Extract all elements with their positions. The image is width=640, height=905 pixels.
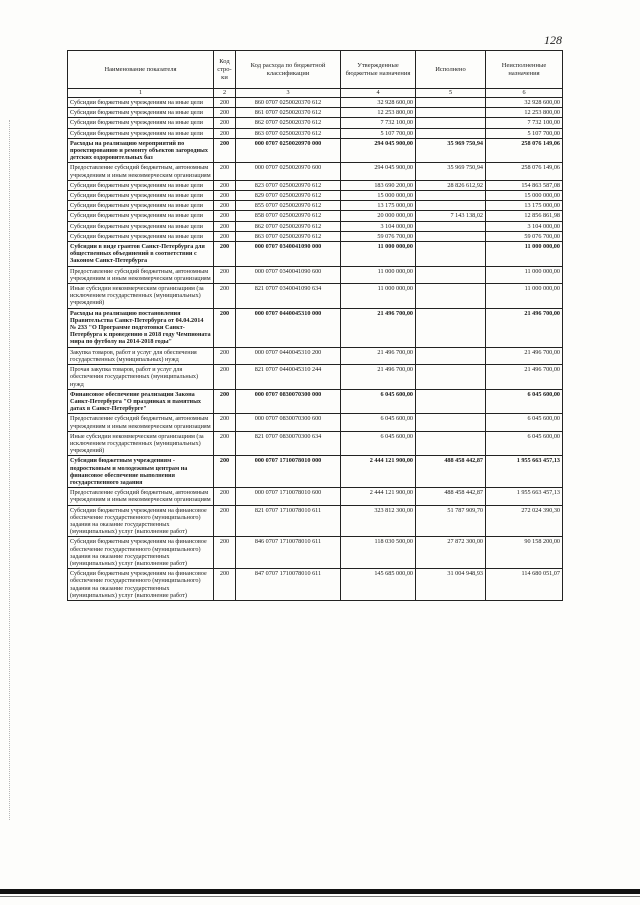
table-row: [68, 266, 563, 283]
row-executed: [416, 108, 486, 118]
column-numbers-row: [68, 89, 563, 98]
row-executed: 488 458 442,87: [416, 488, 486, 505]
row-name: Предоставление субсидий бюджетным, автономным учреждениям и иным некоммерческим организациям: [68, 488, 214, 505]
column-number: 6: [486, 89, 563, 98]
row-line-code: 200: [214, 128, 236, 138]
row-executed: 51 787 909,70: [416, 505, 486, 537]
table-row: [68, 284, 563, 309]
row-line-code: 200: [214, 365, 236, 390]
row-executed: 488 458 442,87: [416, 456, 486, 488]
row-line-code: 200: [214, 108, 236, 118]
table-row: [68, 569, 563, 601]
row-line-code: 200: [214, 537, 236, 569]
row-unexecuted: 13 175 000,00: [486, 201, 563, 211]
row-unexecuted: 114 680 051,07: [486, 569, 563, 601]
row-approved: 2 444 121 900,00: [341, 488, 416, 505]
row-name: Субсидии бюджетным учреждениям на иные цели: [68, 180, 214, 190]
row-executed: 35 969 750,94: [416, 138, 486, 163]
row-line-code: 200: [214, 266, 236, 283]
column-number: 4: [341, 89, 416, 98]
row-unexecuted: 21 496 700,00: [486, 365, 563, 390]
row-budget-code: 000 0707 0440045310 000: [236, 308, 341, 347]
row-budget-code: 000 0707 0830070300 600: [236, 414, 341, 431]
row-budget-code: 863 0707 0250020370 612: [236, 128, 341, 138]
row-line-code: 200: [214, 191, 236, 201]
row-executed: [416, 98, 486, 108]
row-approved: 6 045 600,00: [341, 431, 416, 456]
row-name: Субсидии бюджетным учреждениям на иные цели: [68, 201, 214, 211]
table-row: [68, 456, 563, 488]
row-line-code: 200: [214, 201, 236, 211]
header-unexecuted: Неисполненные назначения: [486, 51, 563, 89]
row-line-code: 200: [214, 456, 236, 488]
row-unexecuted: 7 732 100,00: [486, 118, 563, 128]
row-unexecuted: 11 000 000,00: [486, 284, 563, 309]
row-line-code: 200: [214, 389, 236, 414]
row-approved: 21 496 700,00: [341, 308, 416, 347]
row-approved: 11 000 000,00: [341, 266, 416, 283]
row-name: Прочая закупка товаров, работ и услуг для обеспечения государственных (муниципальных) нужд: [68, 365, 214, 390]
row-budget-code: 000 0707 0250020970 600: [236, 163, 341, 180]
row-budget-code: 823 0707 0250020970 612: [236, 180, 341, 190]
row-approved: 183 690 200,00: [341, 180, 416, 190]
table-row: [68, 180, 563, 190]
row-name: Субсидии бюджетным учреждениям - подростковым и молодежным центрам на финансовое обеспечение выполнения государственного задания: [68, 456, 214, 488]
row-unexecuted: 1 955 663 457,13: [486, 456, 563, 488]
table-row: [68, 537, 563, 569]
row-approved: 6 045 600,00: [341, 389, 416, 414]
row-line-code: 200: [214, 505, 236, 537]
table-row: [68, 221, 563, 231]
column-number: 5: [416, 89, 486, 98]
header-budget-code: Код расхода по бюджетной классификации: [236, 51, 341, 89]
row-name: Иные субсидии некоммерческим организациям (за исключением государственных (муниципальных) учреждений): [68, 431, 214, 456]
row-executed: [416, 201, 486, 211]
row-name: Субсидии бюджетным учреждениям на иные цели: [68, 191, 214, 201]
table-body: [68, 98, 563, 601]
row-unexecuted: 32 928 600,00: [486, 98, 563, 108]
row-approved: 12 253 800,00: [341, 108, 416, 118]
row-name: Расходы на реализацию постановления Правительства Санкт-Петербурга от 04.04.2014 № 233 "О Программе подготовки Санкт-Петербурга к проведению в 2018 году Чемпионата мира по футболу на 2014-2018 годы": [68, 308, 214, 347]
row-executed: [416, 266, 486, 283]
row-executed: [416, 308, 486, 347]
row-budget-code: 861 0707 0250020370 612: [236, 108, 341, 118]
row-unexecuted: 258 076 149,06: [486, 163, 563, 180]
table-row: [68, 211, 563, 221]
row-unexecuted: 154 863 587,08: [486, 180, 563, 190]
table-row: [68, 347, 563, 364]
row-executed: [416, 389, 486, 414]
row-budget-code: 000 0707 0340041090 600: [236, 266, 341, 283]
row-name: Расходы на реализацию мероприятий по проектированию и ремонту объектов загородных детских оздоровительных баз: [68, 138, 214, 163]
row-name: Иные субсидии некоммерческим организациям (за исключением государственных (муниципальных) учреждений): [68, 284, 214, 309]
table-row: [68, 201, 563, 211]
row-executed: [416, 231, 486, 241]
row-approved: 323 812 300,00: [341, 505, 416, 537]
row-approved: 6 045 600,00: [341, 414, 416, 431]
row-approved: 145 685 000,00: [341, 569, 416, 601]
column-number: 2: [214, 89, 236, 98]
table-row: [68, 505, 563, 537]
row-approved: 11 000 000,00: [341, 284, 416, 309]
row-line-code: 200: [214, 221, 236, 231]
row-unexecuted: 59 076 700,00: [486, 231, 563, 241]
row-executed: [416, 365, 486, 390]
table-row: [68, 242, 563, 267]
row-executed: [416, 242, 486, 267]
row-line-code: 200: [214, 569, 236, 601]
row-line-code: 200: [214, 163, 236, 180]
row-unexecuted: 11 000 000,00: [486, 242, 563, 267]
row-name: Субсидии бюджетным учреждениям на иные цели: [68, 98, 214, 108]
row-approved: 294 045 900,00: [341, 138, 416, 163]
row-unexecuted: 21 496 700,00: [486, 308, 563, 347]
table-row: [68, 488, 563, 505]
budget-execution-table: [67, 50, 563, 601]
row-line-code: 200: [214, 414, 236, 431]
row-budget-code: 847 0707 1710078010 611: [236, 569, 341, 601]
table-row: [68, 98, 563, 108]
row-budget-code: 829 0707 0250020970 612: [236, 191, 341, 201]
row-budget-code: 000 0707 1710078010 600: [236, 488, 341, 505]
row-unexecuted: 5 107 700,00: [486, 128, 563, 138]
row-name: Субсидии бюджетным учреждениям на иные цели: [68, 128, 214, 138]
table-row: [68, 308, 563, 347]
row-approved: 3 104 000,00: [341, 221, 416, 231]
row-unexecuted: 6 045 600,00: [486, 431, 563, 456]
table-row: [68, 365, 563, 390]
header-name: Наименование показателя: [68, 51, 214, 89]
row-name: Субсидии бюджетным учреждениям на иные цели: [68, 231, 214, 241]
row-budget-code: 000 0707 0250020970 000: [236, 138, 341, 163]
row-executed: 31 004 948,93: [416, 569, 486, 601]
table-row: [68, 118, 563, 128]
row-name: Субсидии бюджетным учреждениям на иные цели: [68, 118, 214, 128]
row-budget-code: 000 0707 0440045310 200: [236, 347, 341, 364]
scan-bottom-edge: [0, 889, 640, 894]
row-line-code: 200: [214, 488, 236, 505]
table-row: [68, 128, 563, 138]
row-name: Закупка товаров, работ и услуг для обеспечения государственных (муниципальных) нужд: [68, 347, 214, 364]
row-unexecuted: 258 076 149,06: [486, 138, 563, 163]
row-executed: 28 826 612,92: [416, 180, 486, 190]
table-row: [68, 108, 563, 118]
table-row: [68, 414, 563, 431]
row-unexecuted: 272 024 390,30: [486, 505, 563, 537]
table-row: [68, 389, 563, 414]
row-unexecuted: 12 856 861,98: [486, 211, 563, 221]
row-budget-code: 862 0707 0250020370 612: [236, 118, 341, 128]
row-budget-code: 000 0707 0340041090 000: [236, 242, 341, 267]
row-approved: 11 000 000,00: [341, 242, 416, 267]
table-row: [68, 138, 563, 163]
row-budget-code: 860 0707 0250020370 612: [236, 98, 341, 108]
row-name: Субсидии в виде грантов Санкт-Петербурга для общественных объединений в соответствии с Законом Санкт-Петербурга: [68, 242, 214, 267]
row-line-code: 200: [214, 138, 236, 163]
row-executed: [416, 118, 486, 128]
row-budget-code: 821 0707 0440045310 244: [236, 365, 341, 390]
row-name: Предоставление субсидий бюджетным, автономным учреждениям и иным некоммерческим организациям: [68, 414, 214, 431]
row-line-code: 200: [214, 347, 236, 364]
row-budget-code: 855 0707 0250020970 612: [236, 201, 341, 211]
row-budget-code: 821 0707 0340041090 634: [236, 284, 341, 309]
row-approved: 5 107 700,00: [341, 128, 416, 138]
row-name: Предоставление субсидий бюджетным, автономным учреждениям и иным некоммерческим организациям: [68, 266, 214, 283]
row-approved: 59 076 700,00: [341, 231, 416, 241]
row-unexecuted: 6 045 600,00: [486, 414, 563, 431]
row-executed: [416, 414, 486, 431]
row-approved: 2 444 121 900,00: [341, 456, 416, 488]
row-name: Субсидии бюджетным учреждениям на финансовое обеспечение государственного (муниципального) задания на оказание государственных (муниципальных) услуг (выполнение работ): [68, 537, 214, 569]
row-budget-code: 863 0707 0250020970 612: [236, 231, 341, 241]
row-budget-code: 858 0707 0250020970 612: [236, 211, 341, 221]
row-unexecuted: 21 496 700,00: [486, 347, 563, 364]
row-unexecuted: 3 104 000,00: [486, 221, 563, 231]
row-approved: 20 000 000,00: [341, 211, 416, 221]
row-approved: 13 175 000,00: [341, 201, 416, 211]
row-name: Субсидии бюджетным учреждениям на финансовое обеспечение государственного (муниципального) задания на оказание государственных (муниципальных) услуг (выполнение работ): [68, 569, 214, 601]
row-executed: [416, 347, 486, 364]
row-budget-code: 000 0707 0830070300 000: [236, 389, 341, 414]
row-executed: [416, 128, 486, 138]
table-row: [68, 431, 563, 456]
row-approved: 21 496 700,00: [341, 347, 416, 364]
row-unexecuted: 6 045 600,00: [486, 389, 563, 414]
row-line-code: 200: [214, 118, 236, 128]
row-approved: 21 496 700,00: [341, 365, 416, 390]
row-name: Субсидии бюджетным учреждениям на финансовое обеспечение государственного (муниципального) задания на оказание государственных (муниципальных) услуг (выполнение работ): [68, 505, 214, 537]
row-executed: [416, 221, 486, 231]
row-budget-code: 821 0707 0830070300 634: [236, 431, 341, 456]
row-name: Субсидии бюджетным учреждениям на иные цели: [68, 211, 214, 221]
row-name: Предоставление субсидий бюджетным, автономным учреждениям и иным некоммерческим организациям: [68, 163, 214, 180]
row-executed: 7 143 138,02: [416, 211, 486, 221]
row-name: Субсидии бюджетным учреждениям на иные цели: [68, 221, 214, 231]
row-line-code: 200: [214, 211, 236, 221]
row-budget-code: 862 0707 0250020970 612: [236, 221, 341, 231]
header-approved: Утвержденные бюджетные назначения: [341, 51, 416, 89]
row-name: Финансовое обеспечение реализации Закона Санкт-Петербурга "О праздниках и памятных датах в Санкт-Петербурге": [68, 389, 214, 414]
row-executed: [416, 431, 486, 456]
scan-margin-dots: [9, 120, 12, 820]
column-number: 1: [68, 89, 214, 98]
row-line-code: 200: [214, 98, 236, 108]
row-budget-code: 000 0707 1710078010 000: [236, 456, 341, 488]
row-line-code: 200: [214, 231, 236, 241]
row-executed: [416, 284, 486, 309]
row-line-code: 200: [214, 242, 236, 267]
table-row: [68, 231, 563, 241]
row-budget-code: 821 0707 1710078010 611: [236, 505, 341, 537]
row-executed: 27 872 300,00: [416, 537, 486, 569]
page-number: 128: [544, 33, 562, 47]
row-approved: 15 000 000,00: [341, 191, 416, 201]
row-unexecuted: 15 000 000,00: [486, 191, 563, 201]
row-unexecuted: 1 955 663 457,13: [486, 488, 563, 505]
header-executed: Исполнено: [416, 51, 486, 89]
row-line-code: 200: [214, 308, 236, 347]
scan-bottom-line: [0, 896, 640, 897]
row-budget-code: 846 0707 1710078010 611: [236, 537, 341, 569]
table-row: [68, 191, 563, 201]
row-unexecuted: 12 253 800,00: [486, 108, 563, 118]
row-approved: 118 030 500,00: [341, 537, 416, 569]
row-executed: 35 969 750,94: [416, 163, 486, 180]
header-line-code: Код стро-ки: [214, 51, 236, 89]
row-approved: 32 928 600,00: [341, 98, 416, 108]
row-approved: 294 045 900,00: [341, 163, 416, 180]
row-line-code: 200: [214, 431, 236, 456]
row-unexecuted: 90 158 200,00: [486, 537, 563, 569]
row-approved: 7 732 100,00: [341, 118, 416, 128]
column-number: 3: [236, 89, 341, 98]
table-header-row: [68, 51, 563, 89]
table-row: [68, 163, 563, 180]
row-unexecuted: 11 000 000,00: [486, 266, 563, 283]
row-executed: [416, 191, 486, 201]
row-name: Субсидии бюджетным учреждениям на иные цели: [68, 108, 214, 118]
row-line-code: 200: [214, 180, 236, 190]
row-line-code: 200: [214, 284, 236, 309]
